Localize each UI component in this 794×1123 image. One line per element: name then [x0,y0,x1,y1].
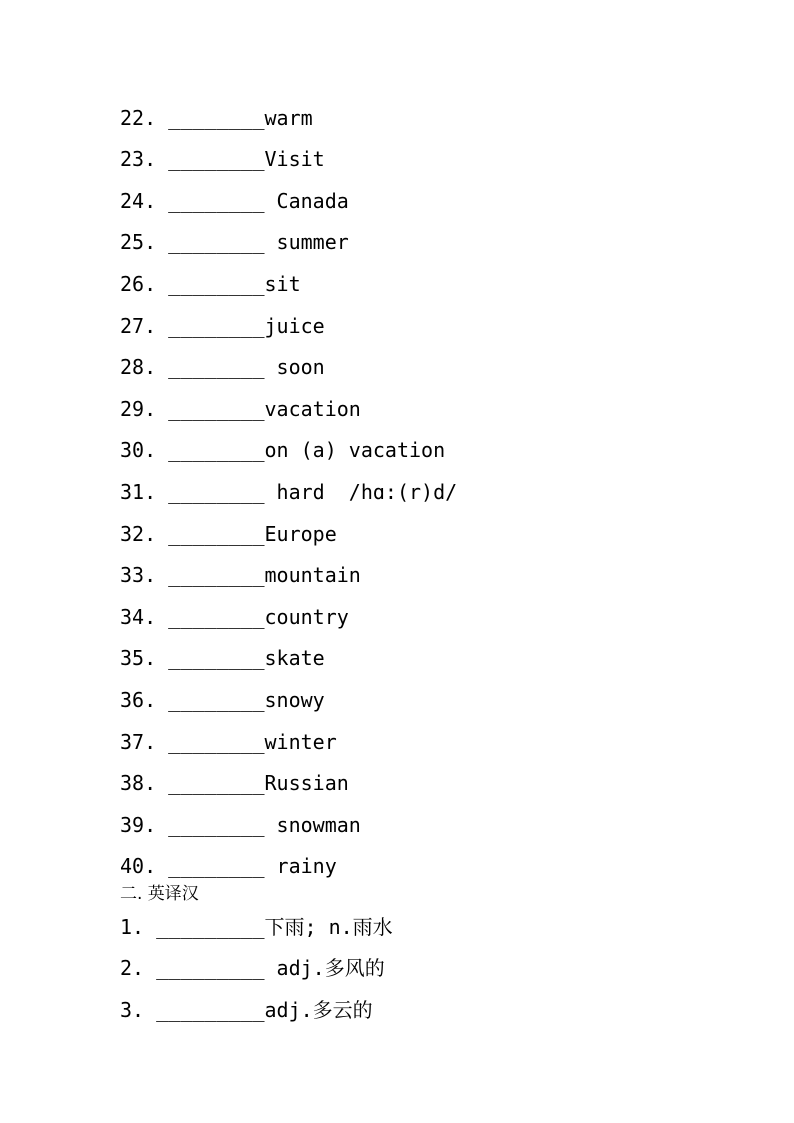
vocab-item-24: 24. ________ Canada [120,189,349,213]
translation-item-2: 2. _________ adj.多风的 [120,956,385,980]
vocab-item-30: 30. ________on (a) vacation [120,438,446,462]
vocab-item-29: 29. ________vacation [120,397,361,421]
vocab-item-28: 28. ________ soon [120,355,325,379]
translation-item-1: 1. _________下雨; n.雨水 [120,915,393,939]
vocab-item-32: 32. ________Europe [120,522,337,546]
vocab-item-38: 38. ________Russian [120,771,349,795]
vocab-item-23: 23. ________Visit [120,147,325,171]
section-heading-en-to-cn: 二. 英译汉 [120,884,199,904]
vocab-item-22: 22. ________warm [120,106,313,130]
vocab-item-26: 26. ________sit [120,272,301,296]
vocab-item-31: 31. ________ hard /hɑ:(r)d/ [120,480,458,504]
vocab-item-40: 40. ________ rainy [120,854,337,878]
vocab-item-33: 33. ________mountain [120,563,361,587]
vocab-item-37: 37. ________winter [120,730,337,754]
vocab-item-25: 25. ________ summer [120,230,349,254]
vocab-item-39: 39. ________ snowman [120,813,361,837]
vocab-item-34: 34. ________country [120,605,349,629]
vocab-item-35: 35. ________skate [120,646,325,670]
translation-item-3: 3. _________adj.多云的 [120,998,373,1022]
vocab-item-36: 36. ________snowy [120,688,325,712]
vocab-item-27: 27. ________juice [120,314,325,338]
